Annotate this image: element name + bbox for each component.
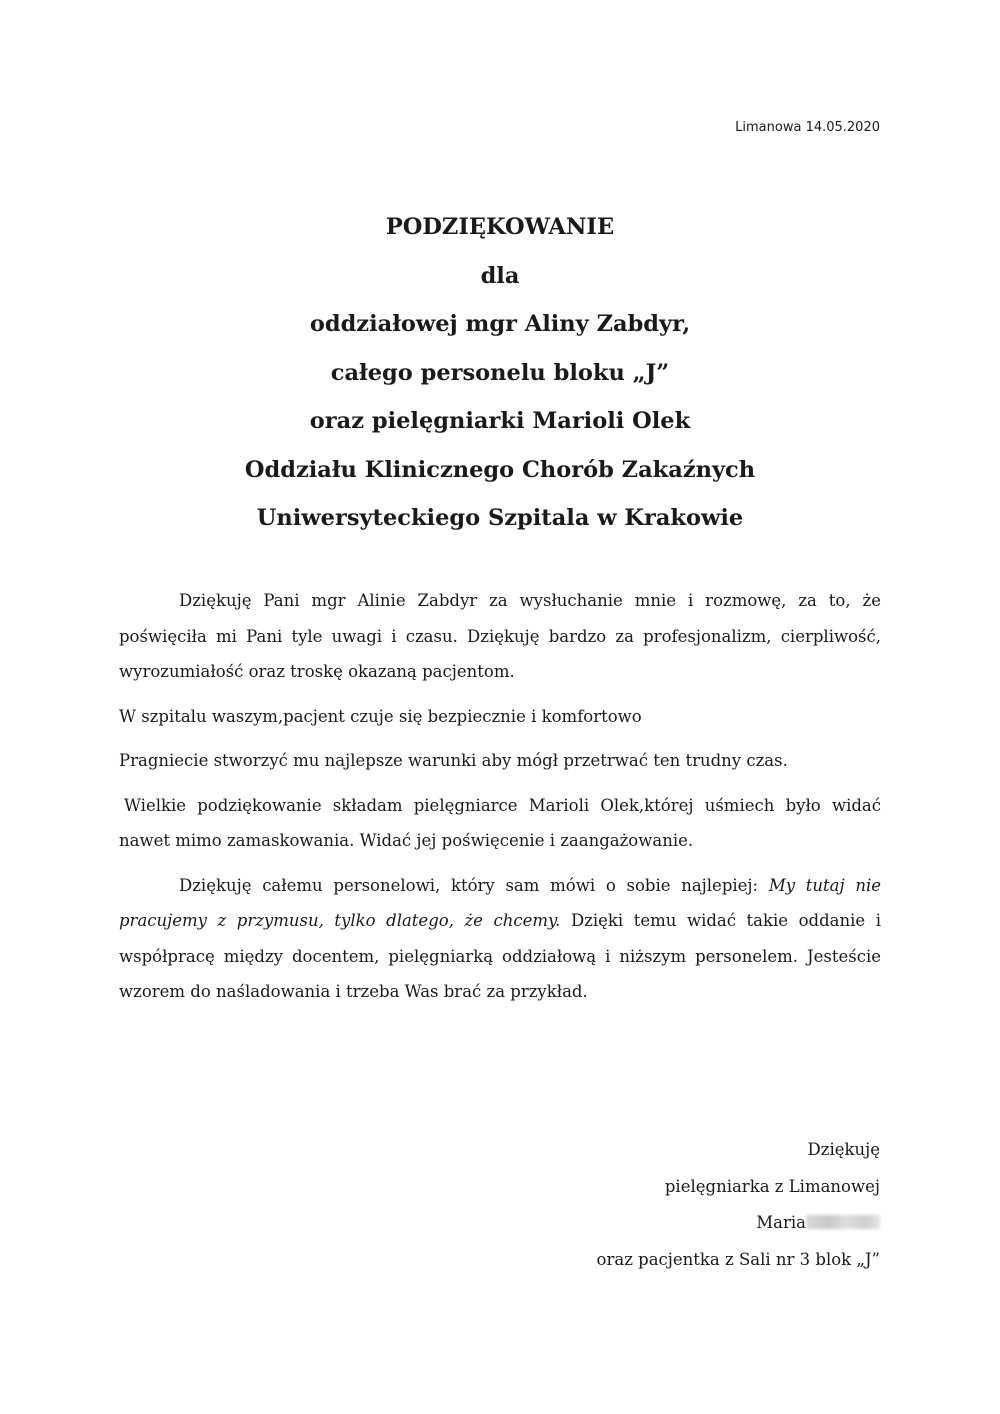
title-line: PODZIĘKOWANIE: [385, 214, 615, 240]
signature-role: pielęgniarka z Limanowej: [664, 1176, 880, 1196]
staff-quote: My tutaj nie pracujemy z przymusu, tylko dlatego, że chcemy.: [119, 875, 881, 930]
paragraph-text: Dziękuję całemu personelowi, który sam mówi o sobie najlepiej:: [179, 875, 769, 895]
letter-title: [0, 203, 1000, 543]
paragraph-thanks-alina: Dziękuję Pani mgr Alinie Zabdyr za wysłuchanie mnie i rozmowę, za to, że poświęciła mi Pani tyle uwagi i czasu. Dziękuję bardzo za profesjonalizm, cierpliwość, wyrozumiałość oraz troskę okazaną pacjentom.: [119, 591, 881, 681]
letter-date: Limanowa 14.05.2020: [735, 120, 880, 135]
signature-name-line: [597, 1205, 880, 1242]
title-line: Uniwersyteckiego Szpitala w Krakowie: [256, 505, 744, 531]
signature-patient: oraz pacjentka z Sali nr 3 blok „J”: [596, 1249, 880, 1269]
title-line: oddziałowej mgr Aliny Zabdyr,: [309, 311, 691, 337]
signature-name: Maria: [756, 1213, 806, 1232]
paragraph-thanks-mariola: Wielkie podziękowanie składam pielęgniarce Marioli Olek,której uśmiech było widać nawet mimo zamaskowania. Widać jej poświęcenie i zaangażowanie.: [119, 795, 881, 850]
signature-thanks: Dziękuję: [807, 1140, 880, 1159]
title-line: Oddziału Klinicznego Chorób Zakaźnych: [244, 456, 756, 483]
letter-body: [119, 583, 881, 1019]
paragraph-text: Dzięki temu widać takie oddanie i współpracę między docentem, pielęgniarką oddziałową i niższym personelem. Jesteście wzorem do naśladowania i trzeba Was brać za przykład.: [119, 911, 881, 1001]
paragraph-thanks-staff: [119, 868, 881, 1010]
redacted-surname: [806, 1215, 880, 1229]
paragraph-safety: W szpitalu waszym,pacjent czuje się bezpiecznie i komfortowo: [119, 706, 642, 726]
title-line: dla: [480, 262, 520, 289]
paragraph-conditions: Pragniecie stworzyć mu najlepsze warunki aby mógł przetrwać ten trudny czas.: [119, 751, 788, 770]
title-line: całego personelu bloku „J”: [330, 359, 670, 386]
title-line: oraz pielęgniarki Marioli Olek: [309, 408, 691, 434]
signature-block: [597, 1132, 880, 1278]
